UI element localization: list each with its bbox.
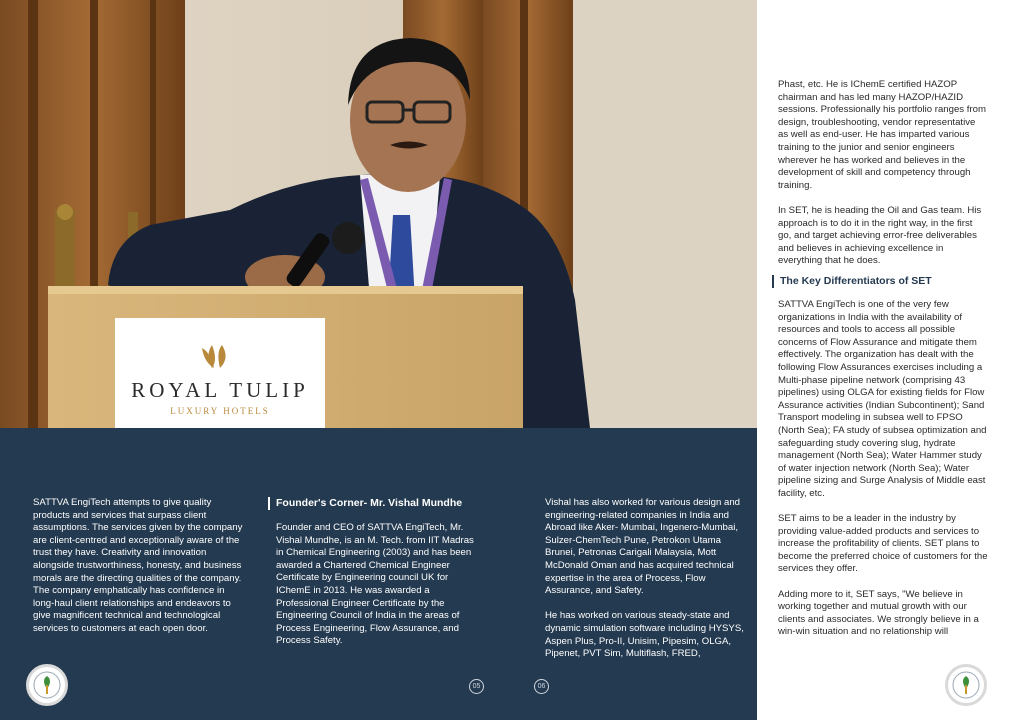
paragraph: Phast, etc. He is IChemE certified HAZOP chairman and has led many HAZOP/HAZID sessions. Professionally his portfolio ranges from design, troubleshooting, vendor representative as well as end-user. He has imparted various training to the junior and senior engineers wherever he has worked and believes in the development of skill and competency through training. [778,79,986,191]
speaker-photo-illustration [0,0,757,428]
key-differentiators-heading: The Key Differentiators of SET [772,275,932,288]
leaf-icon [948,667,984,703]
podium-sign-brand: ROYAL TULIP [131,378,309,402]
company-logo-right [945,664,987,706]
paragraph: SATTVA EngiTech is one of the very few organizations in India with the availability of resources and tools to access all possible concerns of Flow Assurance and mitigate them effectively. The organization has dealt with the following Flow Assurances exercises including a Multi-phase pipeline network (comprising 43 pipelines) using OLGA for existing fields for Flow Assurance activities (Indian Subcontinent); Sand Transport modeling in subsea well to FPSO (North Sea); FA study of subsea optimization and safeguarding study covering slug, hydrate management (North Sea); Water Hammer study of water injection network (North Sea); Water pipeline sizing and Surge Analysis of Middle east facility, etc. [778,299,987,499]
paragraph: He has worked on various steady-state and dynamic simulation software including HYSYS, Aspen Plus, Pro-II, Unisim, Pipesim, OLGA, Pipenet, PVT Sim, Multiflash, FRED, [545,610,744,660]
page-number-left: 05 [469,679,484,694]
experience-column [545,497,747,661]
intro-column [33,497,245,636]
page-number-right: 06 [534,679,549,694]
paragraph: Founder and CEO of SATTVA EngiTech, Mr. Vishal Mundhe, is an M. Tech. from IIT Madras in Chemical Engineering (2003) and has been awarded a Chartered Chemical Engineer Certificate by Engineering council UK for IChemE in 2013. He was awarded a Professional Engineer Certificate by the Engineering Council of India in the areas of Process Engineering, Flow Assurance, and Process Safety. [276,522,474,647]
founders-corner-heading: Founder's Corner- Mr. Vishal Mundhe [268,497,462,510]
speaker-photo [0,0,757,428]
right-intro-column [778,79,988,268]
leaf-icon [29,667,65,703]
paragraph: SATTVA EngiTech attempts to give quality products and services that surpass client assumptions. The services given by the company are client-centred and exceptionally aware of the trust they have. Creativity and innovation alongside trustworthiness, honesty, and business morals are the directing qualities of the company. The company emphatically has confidence in long-haul client relationships and endeavors to give magnificent technical and technological services to customers at each open door. [33,497,243,634]
paragraph: In SET, he is heading the Oil and Gas team. His approach is to do it in the right way, in the first go, and target achieving error-free deliverables and believes in achieving excellence in everything that he does. [778,204,982,267]
paragraph: Vishal has also worked for various design and engineering-related companies in India and Abroad like Aker- Mumbai, Ingenero-Mumbai, Sulzer-ChemTech Pune, Petrokon Utama Brunei, Petronas Carigali Malaysia, Mott McDonald Oman and has acquired technical expertise in the area of Process, Flow Assurance, and Safety. [545,497,741,597]
company-logo-left [26,664,68,706]
founder-column [276,522,481,648]
paragraph: SET aims to be a leader in the industry by providing value-added products and services to increase the profitability of clients. SET plans to become the preferred choice of customers for the services they offer. [778,513,988,575]
key-differentiators-column [778,299,988,639]
paragraph: Adding more to it, SET says, "We believe in working together and mutual growth with our clients and associates. We strongly believe in a win-win situation and no relationship will [778,588,979,638]
podium-sign-sub: LUXURY HOTELS [170,406,270,416]
